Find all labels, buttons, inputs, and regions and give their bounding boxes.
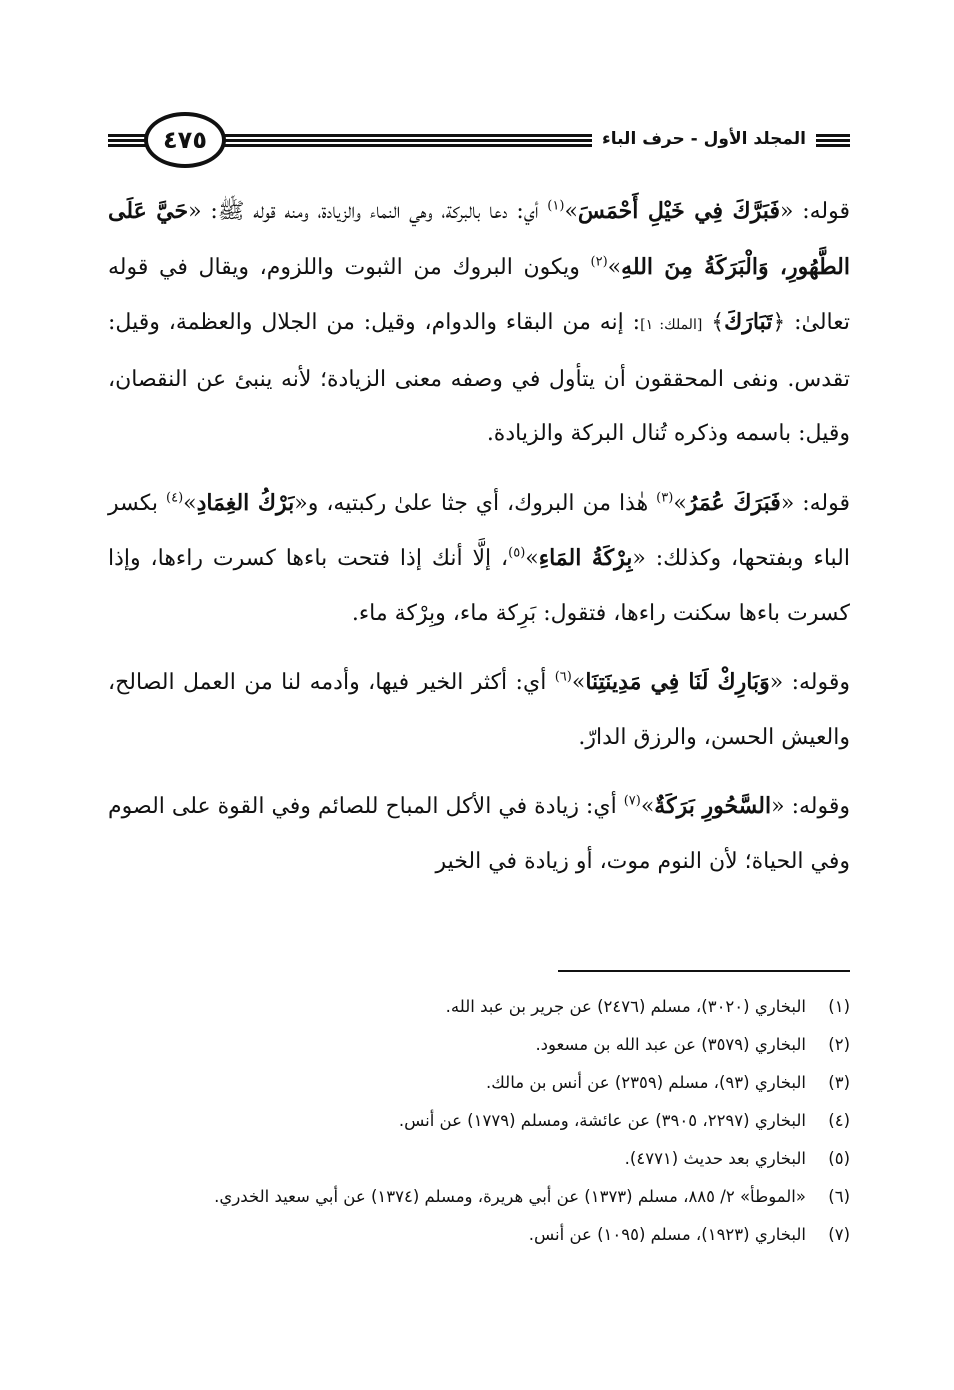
footnote-text: البخاري (١٩٢٣)، مسلم (١٠٩٥) عن أنس. [528,1225,806,1244]
hadith-quote: فَبَرَكَ عُمَرُ [686,489,781,516]
main-text [108,184,850,903]
text-segment: ، إلَّا أنك إذا فتحت باءها كسرت راءها، وإذا كسرت باءها سكنت راءها، فتقول: بَرِكة ماء، وبِرْكة ماء. [108,546,850,626]
text-segment: » [640,794,655,819]
text-segment: وقوله: « [769,670,850,695]
footnote-number: (٧) [828,1225,850,1244]
text-segment: ﴾ [702,310,725,335]
footnote-marker: (٦) [554,669,572,685]
footnotes [108,992,850,1258]
text-segment: أي: زيادة في الأكل المباح للصائم وفي القوة على الصوم وفي الحياة؛ لأن النوم موت، أو زيادة في الخير [108,794,850,874]
footnote [108,1068,850,1098]
footnote-marker: (١) [547,198,565,214]
text-segment: » [183,490,197,516]
paragraph-3 [108,655,850,765]
footnote-marker: (٣) [656,490,674,506]
text-segment: » [571,670,586,695]
text-segment: أي: دعا بالبركة، وهي النماء والزيادة، ومنه قوله ﷺ: « [188,199,548,224]
text-segment: وقوله: « [771,794,850,819]
text-segment: أي: أكثر الخير فيها، وأدمه لنا من العمل الصالح، والعيش الحسن، والرزق الدارّ. [108,670,850,750]
footnote [108,1106,850,1136]
text-segment: قوله: « [780,490,851,516]
footnote-text: البخاري (٣٥٧٩) عن عبد الله بن مسعود. [535,1035,806,1054]
footnote-number: (٥) [828,1149,850,1168]
quran-quote: تَبَارَكَ [724,309,773,335]
footnote-number: (٢) [828,1035,850,1054]
footnote-number: (٦) [828,1187,850,1206]
text-segment: ويكون البروك من الثبوت واللزوم، ويقال في قوله تعالىٰ: ﴿ [108,254,850,335]
footnote [108,1030,850,1060]
footnote-number: (٣) [828,1073,850,1092]
footnote-separator [558,970,850,972]
text-segment: : إنه من البقاء والدوام، وقيل: من الجلال والعظمة، وقيل: تقدس. ونفى المحققون أن يتأول في وصفه معنى الزيادة؛ لأنه ينبئ عن النقصان، وقيل: باسمه وذكره تُنال البركة والزيادة. [108,310,850,446]
text-segment: » [673,490,687,516]
hadith-quote: حَيَّ عَلَى الطَّهُورِ، وَالْبَرَكَةُ مِنَ اللهِ [108,198,850,280]
footnote [108,1144,850,1174]
paragraph-2 [108,476,850,642]
text-segment: هٰذا من البروك، أي جثا علىٰ ركبتيه، و« [294,490,657,516]
footnote-text: البخاري بعد حديث (٤٧٧١). [624,1149,806,1168]
footnote-text: «الموطأ» ٢/ ٨٨٥، مسلم (١٣٧٣) عن أبي هريرة، ومسلم (١٣٧٤) عن أبي سعيد الخدري. [214,1187,806,1206]
footnote [108,1182,850,1212]
hadith-quote: السَّحُورِ بَرَكَةٌ [654,793,772,819]
paragraph-1 [108,184,850,462]
hadith-quote: بَرْكُ الغِمَادِ [196,489,295,516]
hadith-quote: بِرْكَةُ المَاءِ [538,545,633,571]
quran-reference: [الملك: ١] [640,317,703,333]
footnote [108,1220,850,1250]
footnote-text: البخاري (٩٣)، مسلم (٢٣٥٩) عن أنس بن مالك. [486,1073,806,1092]
footnote-marker: (٥) [508,545,526,561]
page-header [108,110,850,170]
text-segment: » [564,199,578,224]
text-segment: قوله: « [779,199,851,224]
hadith-quote: وَبَارِكْ لَنَا فِي مَدِينَتِنَا [585,669,770,695]
footnote [108,992,850,1022]
footnote-text: البخاري (٣٠٢٠)، مسلم (٢٤٧٦) عن جرير بن عبد الله. [445,997,806,1016]
footnote-text: البخاري (٢٢٩٧، ٣٩٠٥) عن عائشة، ومسلم (١٧٧٩) عن أنس. [398,1111,806,1130]
paragraph-4 [108,779,850,889]
text-segment: » [525,546,539,571]
text-segment: » [607,254,622,280]
footnote-marker: (٧) [623,793,641,809]
hadith-quote: فَبَرَّكَ فِي خَيْلِ أَحْمَسَ [577,198,780,224]
footnote-marker: (٢) [590,254,608,270]
footnote-number: (٤) [828,1111,850,1130]
text-segment: بكسر الباء وبفتحها، وكذلك: « [108,490,850,571]
footnote-marker: (٤) [166,490,184,506]
running-title: المجلد الأول - حرف الباء [592,124,816,154]
page-number: ٤٧٥ [144,112,226,168]
footnote-number: (١) [828,997,850,1016]
